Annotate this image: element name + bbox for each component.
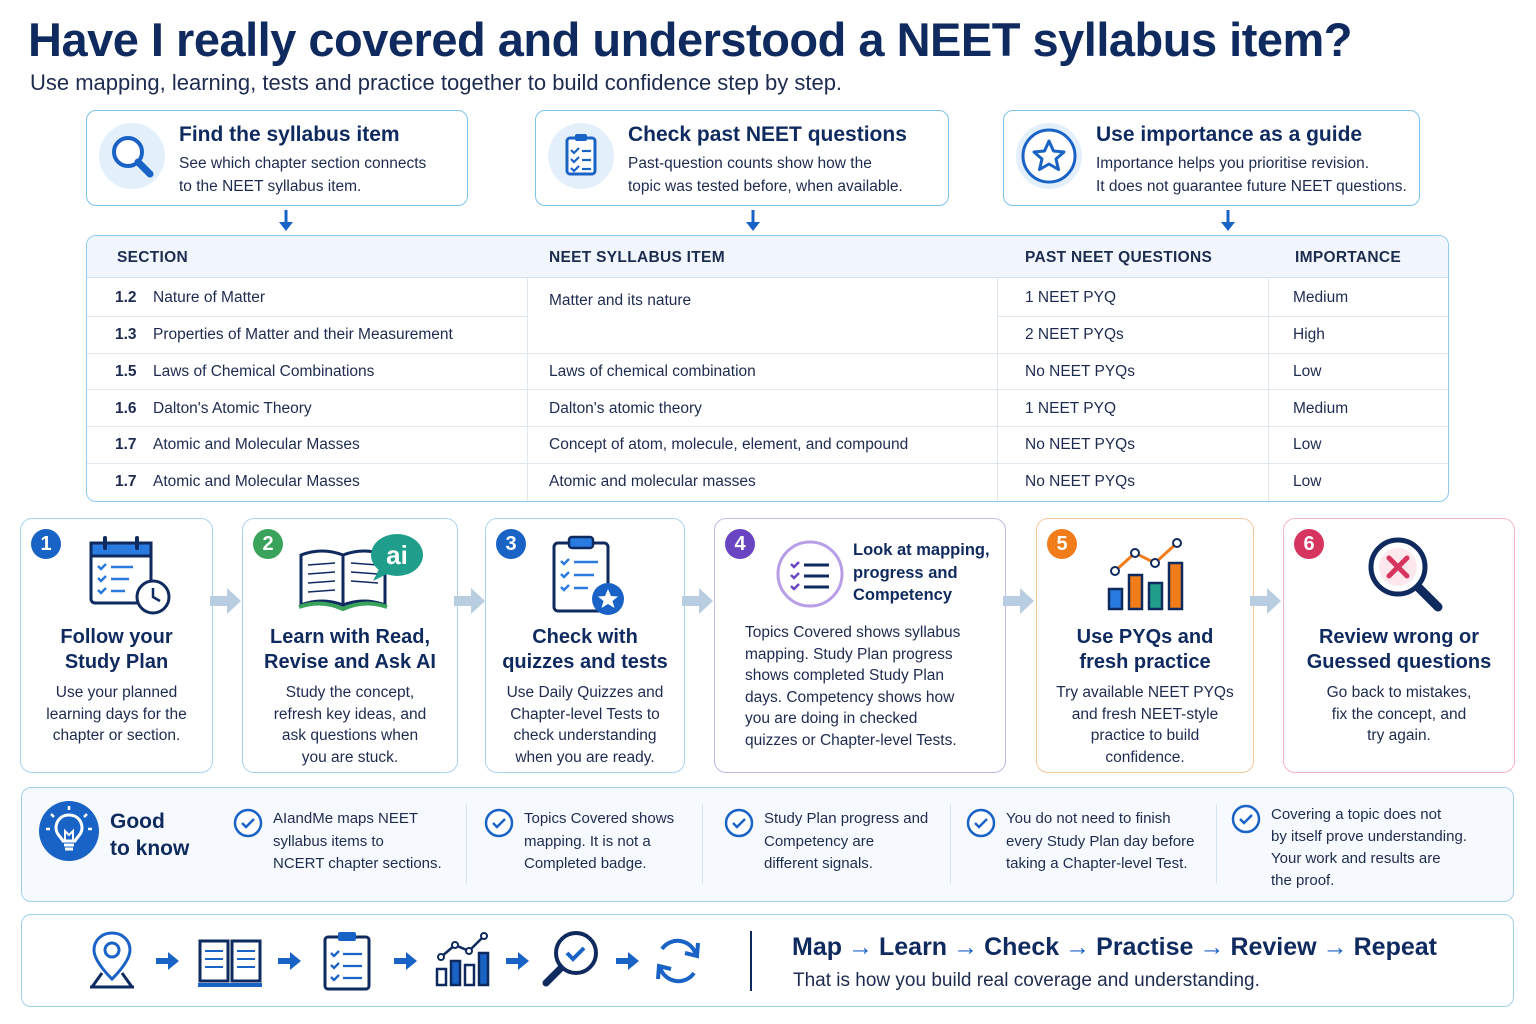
step-title: Learn with Read, Revise and Ask AI [264,626,436,673]
arrow-right-icon [394,951,418,971]
table-row: 1.2 Nature of Matter Matter and its nature 1 NEET PYQ Medium [115,289,1349,309]
learning-cycle: Map → Learn → Check → Practise → Review → Repeat [792,933,1437,961]
arrow-right-icon [616,951,640,971]
table-row: 1.5 Laws of Chemical Combinations Laws of chemical combination No NEET PYQs Low [115,363,1322,380]
magnifier-icon [99,123,165,189]
good-to-know-panel: Good to know AIandMe maps NEET syllabus items to NCERT chapter sections. Topics Covered shows mapping. It is not a Completed badge. Study Plan progress and Competency are different signals. You do not need to finish every Study Plan day before taking a Chapter-level Test. Covering a topic does not by itself prove understanding. Your work and results are the proof. [21,787,1514,902]
magnifier-check-icon [540,927,602,989]
step-title: Use PYQs and fresh practice [1076,626,1214,673]
step-text: Try available NEET PYQs and fresh NEET-style practice to build confidence. [1056,684,1234,766]
step-text: Topics Covered shows syllabus mapping. Study Plan progress shows completed Study Plan days. Competency shows how you are doing in checked quizzes or Chapter-level Tests. [745,624,961,749]
summary-tagline: That is how you build real coverage and understanding. [793,970,1260,991]
table-header [87,236,1448,278]
step-card-mapping-progress [714,518,1006,773]
arrow-right-icon [454,588,486,614]
page-subtitle: Use mapping, learning, tests and practice together to build confidence step by step. [30,70,843,95]
book-ai-icon [297,529,427,615]
table-row: 1.3 Properties of Matter and their Measurement 2 NEET PYQs High [115,326,1325,343]
step-text: Use Daily Quizzes and Chapter-level Tests to check understanding when you are ready. [506,684,664,766]
table-row: 1.7 Atomic and Molecular Masses Concept of atom, molecule, element, and compound No NEET PYQs Low [115,436,1322,453]
repeat-cycle-icon [650,933,706,989]
table-row: 1.7 Atomic and Molecular Masses Atomic and molecular masses No NEET PYQs Low [115,473,1322,490]
arrow-right-icon [1250,588,1282,614]
step-title: Review wrong or Guessed questions [1306,626,1492,673]
step-card-review [1283,518,1515,773]
column-header-importance: IMPORTANCE [1295,249,1402,266]
guide-card-importance [1003,110,1420,206]
clipboard-checklist-icon [320,929,376,993]
calendar-clock-icon [85,535,175,615]
table-row: 1.6 Dalton's Atomic Theory Dalton's atomic theory 1 NEET PYQ Medium [115,400,1349,417]
step-card-pyqs [1036,518,1254,773]
lightbulb-icon [39,801,99,861]
step-card-study-plan [20,518,213,773]
clipboard-star-icon [550,533,630,619]
column-header-past-questions: PAST NEET QUESTIONS [1025,249,1213,266]
guide-title: Find the syllabus item [179,123,400,146]
step-number-badge: 6 [1294,529,1324,559]
step-card-check [485,518,685,773]
page-title: Have I really covered and understood a NEET syllabus item? [28,13,1352,66]
step-number-badge: 3 [496,529,526,559]
arrow-down-icon [1218,210,1238,232]
open-book-icon [196,933,264,989]
check-circle-icon [966,808,996,838]
guide-title: Use importance as a guide [1096,123,1363,146]
magnifier-cross-icon [1364,533,1450,619]
check-circle-icon [724,808,754,838]
guide-card-past-questions [535,110,949,206]
checklist-circle-icon [775,539,845,609]
check-circle-icon [1231,804,1261,834]
guide-text: See which chapter section connects to the NEET syllabus item. [179,155,427,195]
check-circle-icon [233,808,263,838]
step-title: Look at mapping, progress and Competency [853,541,990,604]
summary-banner [21,914,1514,1007]
step-title: Check with quizzes and tests [502,626,668,673]
guide-text: Past-question counts show how the topic was tested before, when available. [628,155,903,195]
guide-title: Check past NEET questions [628,123,907,146]
step-card-learn [242,518,458,773]
step-text: Go back to mistakes, fix the concept, and try again. [1326,684,1472,744]
step-number-badge: 4 [725,529,755,559]
check-circle-icon [484,808,514,838]
column-header-section: SECTION [117,249,188,266]
arrow-down-icon [743,210,763,232]
arrow-right-icon [210,588,242,614]
column-header-syllabus-item: NEET SYLLABUS ITEM [549,249,725,266]
guide-text: Importance helps you prioritise revision. It does not guarantee future NEET questions. [1096,155,1407,195]
step-text: Study the concept, refresh key ideas, and ask questions when you are stuck. [273,684,427,766]
line-bar-chart-icon [434,931,492,989]
arrow-right-icon [1003,588,1035,614]
svg-text:ai: ai [386,540,408,570]
step-text: Use your planned learning days for the chapter or section. [46,684,187,744]
good-to-know-title: Good to know [110,810,190,860]
step-title: Follow your Study Plan [60,626,173,673]
arrow-right-icon [156,951,180,971]
bar-chart-icon [1105,537,1191,613]
arrow-right-icon [682,588,714,614]
arrow-right-icon [506,951,530,971]
arrow-right-icon [278,951,302,971]
step-number-badge: 1 [31,529,61,559]
step-number-badge: 2 [253,529,283,559]
guide-card-find-item [86,110,468,206]
clipboard-checklist-icon [548,123,614,189]
arrow-down-icon [276,210,296,232]
syllabus-table [86,235,1449,502]
map-pin-icon [86,929,138,991]
star-icon [1016,123,1082,189]
step-number-badge: 5 [1047,529,1077,559]
